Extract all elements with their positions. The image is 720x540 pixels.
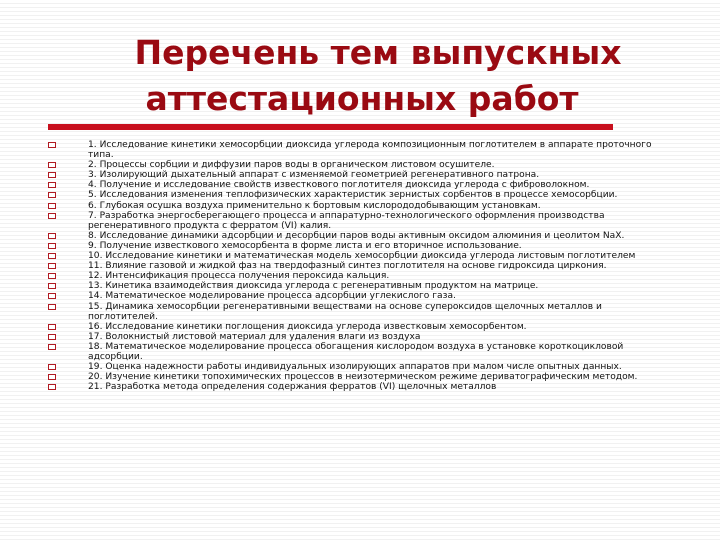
topic-text: 5. Исследования изменения теплофизических характеристик зернистых сорбентов в процессе хемосорбции.: [88, 190, 618, 201]
hollow-square-bullet-icon: [48, 334, 56, 340]
topic-item: [48, 180, 660, 190]
hollow-square-bullet-icon: [48, 253, 56, 259]
slide-title: [0, 30, 720, 122]
slide-title-line-2: аттестационных работ: [145, 79, 579, 118]
topic-text: 12. Интенсификация процесса получения пероксида кальция.: [88, 271, 390, 282]
hollow-square-bullet-icon: [48, 293, 56, 299]
topic-item: [48, 231, 660, 241]
hollow-square-bullet-icon: [48, 233, 56, 239]
topic-text: 19. Оценка надежности работы индивидуальных изолирующих аппаратов при малом числе опытных данных.: [88, 362, 622, 373]
topic-text: 9. Получение известкового хемосорбента в форме листа и его вторичное использование.: [88, 240, 522, 251]
topic-text: 11. Влияние газовой и жидкой фаз на твердофазный синтез поглотителя на основе гидроксида циркония.: [88, 261, 607, 272]
hollow-square-bullet-icon: [48, 283, 56, 289]
topic-text: 21. Разработка метода определения содержания ферратов (VI) щелочных металлов: [88, 382, 497, 393]
topic-text: 10. Исследование кинетики и математическая модель хемосорбции диоксида углерода листовым поглотителем: [88, 251, 636, 262]
hollow-square-bullet-icon: [48, 364, 56, 370]
topic-item: [48, 261, 660, 271]
hollow-square-bullet-icon: [48, 203, 56, 209]
topic-text: 14. Математическое моделирование процесса адсорбции углекислого газа.: [88, 291, 456, 302]
hollow-square-bullet-icon: [48, 273, 56, 279]
topic-text: 4. Получение и исследование свойств известкового поглотителя диоксида углерода с фиброволокном.: [88, 180, 590, 191]
topic-item: [48, 271, 660, 281]
topic-text: 8. Исследование динамики адсорбции и десорбции паров воды активным оксидом алюминия и цеолитом NaX.: [88, 230, 625, 241]
hollow-square-bullet-icon: [48, 384, 56, 390]
topic-item: [48, 281, 660, 291]
hollow-square-bullet-icon: [48, 142, 56, 148]
topic-text: 1. Исследование кинетики хемосорбции диоксида углерода композиционным поглотителем в аппарате проточного типа.: [88, 140, 652, 161]
topic-item: [48, 190, 660, 200]
hollow-square-bullet-icon: [48, 172, 56, 178]
hollow-square-bullet-icon: [48, 304, 56, 310]
topic-list: [48, 140, 660, 392]
topic-item: [48, 302, 660, 322]
topic-item: [48, 372, 660, 382]
topic-item: [48, 251, 660, 261]
topic-text: 3. Изолирующий дыхательный аппарат с изменяемой геометрией регенеративного патрона.: [88, 170, 540, 181]
title-accent-bar: [48, 124, 613, 130]
slide-title-line-1: Перечень тем выпускных: [134, 33, 622, 72]
topic-item: [48, 342, 660, 362]
hollow-square-bullet-icon: [48, 192, 56, 198]
topic-item: [48, 332, 660, 342]
hollow-square-bullet-icon: [48, 263, 56, 269]
hollow-square-bullet-icon: [48, 344, 56, 350]
topic-text: 17. Волокнистый листовой материал для удаления влаги из воздуха: [88, 331, 421, 342]
topic-item: [48, 322, 660, 332]
hollow-square-bullet-icon: [48, 213, 56, 219]
topic-item: [48, 362, 660, 372]
topic-item: [48, 170, 660, 180]
hollow-square-bullet-icon: [48, 243, 56, 249]
topic-item: [48, 382, 660, 392]
topic-text: 15. Динамика хемосорбции регенеративными веществами на основе супероксидов щелочных металлов и поглотителей.: [88, 301, 602, 322]
topic-item: [48, 211, 660, 231]
hollow-square-bullet-icon: [48, 324, 56, 330]
topic-item: [48, 241, 660, 251]
topic-text: 13. Кинетика взаимодействия диоксида углерода с регенеративным продуктом на матрице.: [88, 281, 539, 292]
hollow-square-bullet-icon: [48, 162, 56, 168]
topic-text: 18. Математическое моделирование процесса обогащения кислородом воздуха в установке короткоцикловой адсорбции.: [88, 341, 624, 362]
topic-text: 6. Глубокая осушка воздуха применительно к бортовым кислорододобывающим установкам.: [88, 200, 541, 211]
hollow-square-bullet-icon: [48, 374, 56, 380]
topic-item: [48, 140, 660, 160]
hollow-square-bullet-icon: [48, 182, 56, 188]
topic-text: 7. Разработка энергосберегающего процесса и аппаратурно-технологического оформления производства регенеративного продукта с ферратом (VI) калия.: [88, 210, 605, 231]
topic-text: 20. Изучение кинетики топохимических процессов в неизотермическом режиме дериватографическим методом.: [88, 372, 638, 383]
topic-item: [48, 291, 660, 301]
topic-text: 16. Исследование кинетики поглощения диоксида углерода известковым хемосорбентом.: [88, 321, 527, 332]
topic-item: [48, 160, 660, 170]
topic-text: 2. Процессы сорбции и диффузии паров воды в органическом листовом осушителе.: [88, 160, 495, 171]
topic-item: [48, 201, 660, 211]
